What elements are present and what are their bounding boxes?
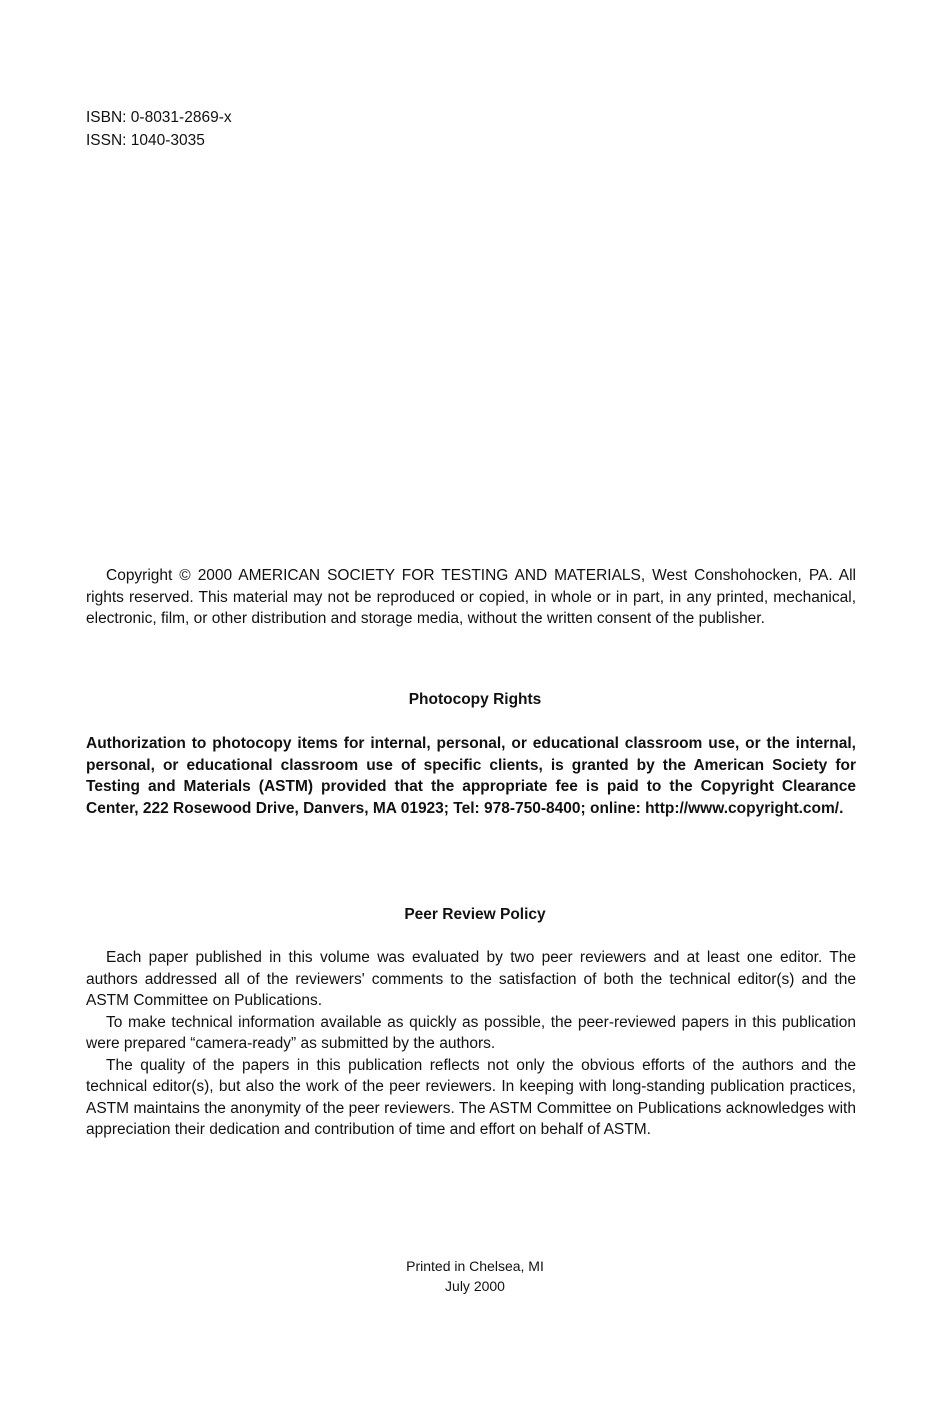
- peer-review-heading: Peer Review Policy: [404, 906, 546, 923]
- printed-location: Printed in Chelsea, MI: [406, 1258, 544, 1274]
- identifiers-block: [86, 106, 232, 152]
- photocopy-rights-heading: Photocopy Rights: [408, 691, 542, 708]
- peer-review-body: [86, 947, 856, 1141]
- peer-review-paragraph: The quality of the papers in this publication reflects not only the obvious efforts of the authors and the technical editor(s), but also the work of the peer reviewers. In keeping with long-standing publication practices, ASTM maintains the anonymity of the peer reviewers. The ASTM Committee on Publications acknowledges with appreciation their dedication and contribution of time and effort on behalf of ASTM.: [86, 1056, 856, 1138]
- printed-date: July 2000: [445, 1278, 505, 1294]
- peer-review-paragraph: To make technical information available as quickly as possible, the peer-reviewed papers in this publication were prepared “camera-ready” as submitted by the authors.: [86, 1013, 856, 1052]
- isbn-line: ISBN: 0-8031-2869-x: [86, 109, 232, 126]
- peer-review-paragraph: Each paper published in this volume was evaluated by two peer reviewers and at least one editor. The authors addressed all of the reviewers' comments to the satisfaction of both the technical editor(s) and the ASTM Committee on Publications.: [86, 949, 856, 1009]
- copyright-notice: Copyright © 2000 AMERICAN SOCIETY FOR TESTING AND MATERIALS, West Conshohocken, PA. All rights reserved. This material may not be reproduced or copied, in whole or in part, in any printed, mechanical, electronic, film, or other distribution and storage media, without the written consent of the publisher.: [86, 567, 856, 627]
- imprint-block: [0, 1256, 950, 1296]
- issn-line: ISSN: 1040-3035: [86, 132, 205, 149]
- photocopy-rights-body: Authorization to photocopy items for internal, personal, or educational classroom use, or the internal, personal, or educational classroom use of specific clients, is granted by the American Society for Testing and Materials (ASTM) provided that the appropriate fee is paid to the Copyright Clearance Center, 222 Rosewood Drive, Danvers, MA 01923; Tel: 978-750-8400; online: http://www.copyright.com/.: [86, 735, 856, 817]
